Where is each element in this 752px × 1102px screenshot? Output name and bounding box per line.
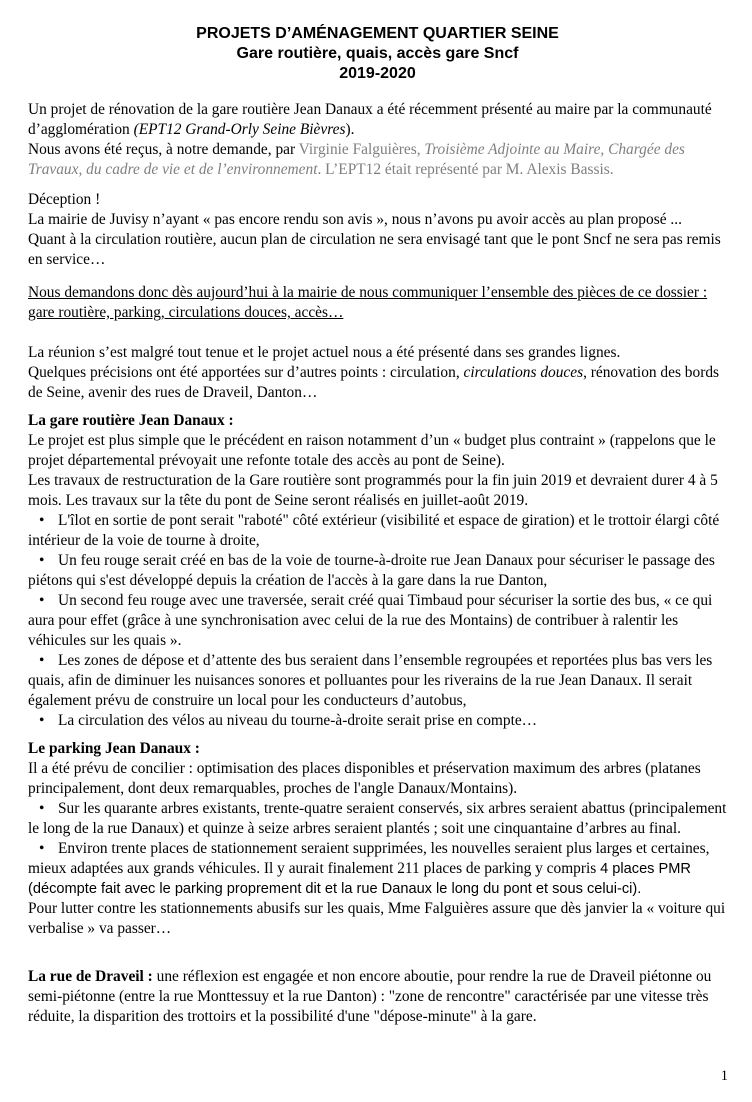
paragraph-reunion: La réunion s’est malgré tout tenue et le projet actuel nous a été présenté dans ses grandes lignes.	[28, 344, 621, 361]
heading-rue-draveil: La rue de Draveil :	[28, 968, 157, 985]
bullet-text: Environ trente places de stationnement seraient supprimées, les nouvelles seraient plus larges et certaines, mieux adaptées aux grands véhicules. Il y aurait finalement 211 places de parking y compris	[28, 840, 710, 877]
bullet-item-zones-depose	[28, 651, 727, 711]
bullet-icon: •	[39, 592, 45, 609]
title-line-3: 2019-2020	[339, 65, 416, 82]
bullet-text: La circulation des vélos au niveau du tourne-à-droite serait prise en compte…	[58, 712, 538, 729]
precisions-text-end: , rénovation des bords de Seine, avenir des rues de Draveil, Danton…	[28, 364, 720, 401]
bullet-icon: •	[39, 712, 45, 729]
deception-line: Déception !	[28, 191, 101, 208]
bullet-item-arbres	[28, 799, 727, 839]
bullet-text: L'îlot en sortie de pont serait "raboté" côté extérieur (visibilité et espace de giration) et le trottoir élargi côté intérieur de la voie de tourne à droite,	[28, 512, 720, 549]
title-line-2: Gare routière, quais, accès gare Sncf	[236, 45, 519, 62]
bullet-item-second-feu	[28, 591, 727, 651]
bullet-text: Les zones de dépose et d’attente des bus seraient dans l’ensemble regroupées et reportées plus bas vers les quais, afin de diminuer les nuisances sonores et polluantes pour les riverains de la rue Jean Danaux. Il serait également prévu de construire un local pour les conducteurs d’autobus,	[28, 652, 713, 709]
bullet-text: Sur les quarante arbres existants, trente-quatre seraient conservés, six arbres seraient abattus (principalement le long de la rue Danaux) et quinze à seize arbres seraient plantés ; soit une cinquantaine d’arbres au final.	[28, 800, 727, 837]
ept12-representative: . L’EPT12 était représenté par M. Alexis Bassis.	[317, 161, 614, 178]
intro-paragraph-project	[28, 100, 727, 140]
bullet-item-velos	[28, 711, 727, 731]
bullet-item-feu-rouge	[28, 551, 727, 591]
ept12-italic-text: (EPT12 Grand-Orly Seine Bièvres	[133, 121, 346, 138]
paragraph-precisions	[28, 363, 727, 403]
heading-parking: Le parking Jean Danaux :	[28, 740, 200, 757]
demand-paragraph-underlined: Nous demandons donc dès aujourd’hui à la mairie de nous communiquer l’ensemble des pièces de ce dossier : gare routière, parking, circulations douces, accès…	[28, 284, 708, 321]
paragraph-stationnements-abusifs: Pour lutter contre les stationnements abusifs sur les quais, Mme Falguières assure que dès janvier la « voiture qui verbalise » va passer…	[28, 900, 726, 937]
reception-text: Nous avons été reçus, à notre demande, par	[28, 141, 299, 158]
falguieres-title: Troisième Adjointe au Maire, Chargée des Travaux, du cadre de vie et de l’environnement	[28, 141, 685, 178]
intro-text-end: ).	[345, 121, 355, 138]
paragraph-projet-simple: Le projet est plus simple que le précédent en raison notamment d’un « budget plus contraint » (rappelons que le projet départemental prévoyait une refonte totale des accès au pont de Seine).	[28, 432, 716, 469]
document-title	[28, 24, 727, 84]
bullet-text: Un second feu rouge avec une traversée, serait créé quai Timbaud pour sécuriser la sortie des bus, « ce qui aura pour effet (grâce à une synchronisation avec celui de la rue des Montains) de contribuer à ralentir les véhicules sur les quais ».	[28, 592, 713, 649]
bullet-icon: •	[39, 552, 45, 569]
circulations-douces-italic: circulations douces	[463, 364, 584, 381]
bullet-text: Un feu rouge serait créé en bas de la voie de tourne-à-droite rue Jean Danaux pour sécuriser le passage des piétons qui s'est développé depuis la création de l'accès à la gare dans la rue Danton,	[28, 552, 715, 589]
falguieres-name: Virginie Falguières,	[298, 141, 425, 158]
paragraph-travaux-restructuration: Les travaux de restructuration de la Gare routière sont programmés pour la fin juin 2019 et devraient durer 4 à 5 mois. Les travaux sur la tête du pont de Seine seront réalisés en juillet-août 2019.	[28, 472, 718, 509]
bullet-icon: •	[39, 512, 45, 529]
title-line-1: PROJETS D’AMÉNAGEMENT QUARTIER SEINE	[196, 25, 559, 42]
page-number: 1	[720, 1068, 728, 1084]
bullet-icon: •	[39, 652, 45, 669]
intro-paragraph-reception	[28, 140, 727, 180]
bullet-icon: •	[39, 840, 45, 857]
pmr-sans-text: 4 places PMR (décompte fait avec le parking proprement dit et la rue Danaux le long du pont et sous celui-ci).	[28, 861, 691, 897]
paragraph-rue-draveil	[28, 967, 727, 1027]
draveil-text: une réflexion est engagée et non encore aboutie, pour rendre la rue de Draveil piétonne ou semi-piétonne (entre la rue Monttessuy et la rue Danton) : "zone de rencontre" caractérisée par une vitesse très réduite, la disparition des trottoirs et la possibilité d'une "dépose-minute" à la gare.	[28, 968, 712, 1025]
heading-gare-routiere: La gare routière Jean Danaux :	[28, 412, 234, 429]
paragraph-circulation-routiere: Quant à la circulation routière, aucun plan de circulation ne sera envisagé tant que le pont Sncf ne sera pas remis en service…	[28, 231, 721, 268]
precisions-text: Quelques précisions ont été apportées sur d’autres points : circulation,	[28, 364, 464, 381]
bullet-item-ilot	[28, 511, 727, 551]
paragraph-concilier: Il a été prévu de concilier : optimisation des places disponibles et préservation maximum des arbres (platanes principalement, dont deux remarquables, proches de l'angle Danaux/Montains).	[28, 760, 701, 797]
intro-text: Un projet de rénovation de la gare routière Jean Danaux a été récemment présenté au maire par la communauté d’agglomération	[28, 101, 712, 138]
paragraph-mairie-juvisy: La mairie de Juvisy n’ayant « pas encore rendu son avis », nous n’avons pu avoir accès au plan proposé ...	[28, 211, 682, 228]
bullet-icon: •	[39, 800, 45, 817]
bullet-item-stationnement	[28, 839, 727, 899]
